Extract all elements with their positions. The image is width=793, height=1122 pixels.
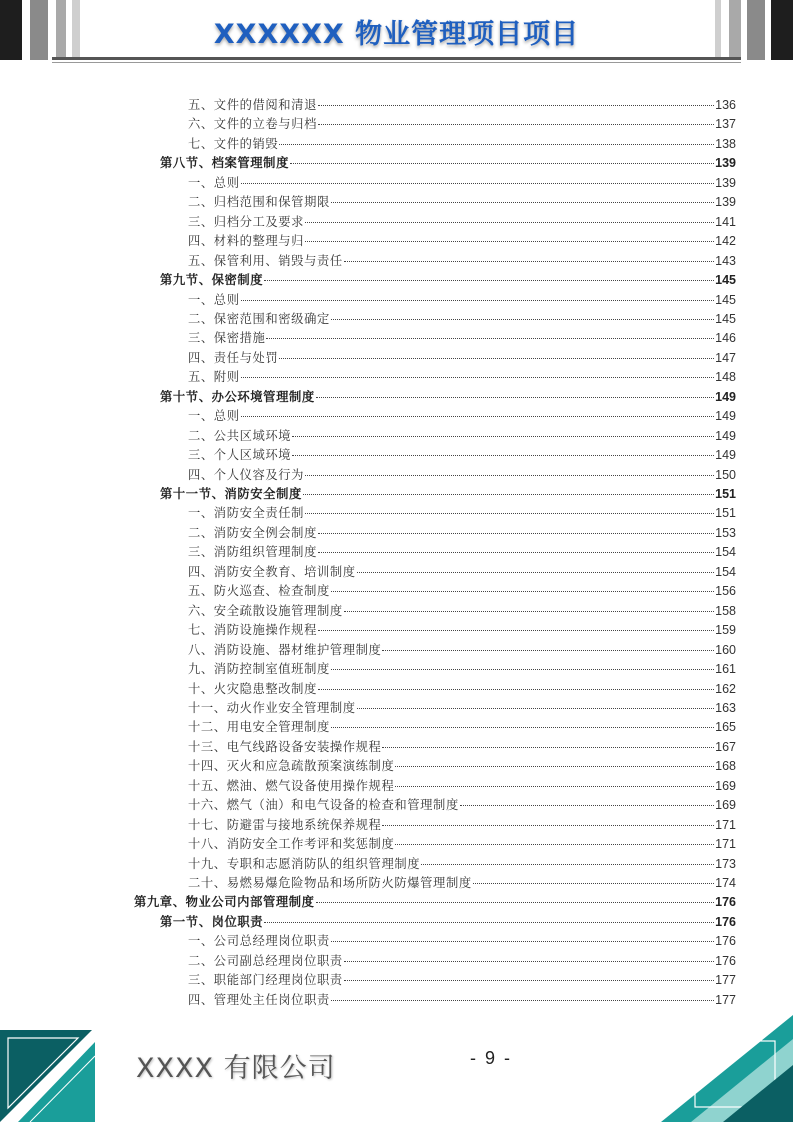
toc-leader-dots xyxy=(357,572,714,573)
toc-leader-dots xyxy=(331,319,714,320)
toc-leader-dots xyxy=(241,416,715,417)
toc-leader-dots xyxy=(292,455,714,456)
toc-entry[interactable] xyxy=(188,562,736,581)
toc-entry-page: 177 xyxy=(715,973,736,988)
toc-entry-page: 161 xyxy=(715,662,736,677)
toc-entry-label: 九、消防控制室值班制度 xyxy=(188,662,330,677)
toc-entry[interactable] xyxy=(188,367,736,386)
toc-leader-dots xyxy=(318,124,714,125)
toc-entry[interactable] xyxy=(188,192,736,211)
toc-leader-dots xyxy=(305,241,714,242)
toc-leader-dots xyxy=(357,708,714,709)
header-rule-thin xyxy=(52,62,741,63)
toc-entry-page: 173 xyxy=(715,856,736,871)
toc-entry-label: 三、保密措施 xyxy=(188,331,266,346)
toc-entry[interactable] xyxy=(188,659,736,678)
toc-entry-label: 十四、灭火和应急疏散预案演练制度 xyxy=(188,759,395,774)
toc-entry[interactable] xyxy=(188,970,736,989)
toc-entry-label: 三、职能部门经理岗位职责 xyxy=(188,973,343,988)
toc-entry-page: 162 xyxy=(715,681,736,696)
toc-entry[interactable] xyxy=(160,484,736,503)
toc-leader-dots xyxy=(344,980,714,981)
footer-company-name: XXXX 有限公司 xyxy=(136,1053,336,1084)
toc-entry-page: 153 xyxy=(715,525,736,540)
toc-entry[interactable] xyxy=(188,601,736,620)
toc-entry-label: 二、保密范围和密级确定 xyxy=(188,311,330,326)
toc-entry-page: 159 xyxy=(715,623,736,638)
toc-entry-label: 二十、易燃易爆危险物品和场所防火防爆管理制度 xyxy=(188,876,472,890)
toc-entry[interactable] xyxy=(188,737,736,756)
toc-leader-dots xyxy=(264,280,714,281)
toc-entry[interactable] xyxy=(160,912,736,931)
toc-entry-label: 第十一节、消防安全制度 xyxy=(160,487,302,501)
toc-entry-label: 四、消防安全教育、培训制度 xyxy=(188,564,356,579)
toc-entry[interactable] xyxy=(134,892,736,911)
toc-entry[interactable] xyxy=(188,134,736,153)
page-number: - 9 - xyxy=(470,1048,513,1068)
toc-leader-dots xyxy=(241,300,715,301)
toc-entry-label: 七、文件的销毁 xyxy=(188,136,279,151)
toc-entry-page: 149 xyxy=(715,389,736,404)
toc-entry-label: 五、附则 xyxy=(188,370,240,385)
toc-entry[interactable] xyxy=(188,231,736,250)
toc-entry-label: 四、责任与处罚 xyxy=(188,350,279,365)
toc-entry-label: 四、个人仪容及行为 xyxy=(188,467,305,482)
toc-leader-dots xyxy=(344,611,714,612)
toc-entry[interactable] xyxy=(160,270,736,289)
toc-leader-dots xyxy=(241,377,715,378)
toc-leader-dots xyxy=(305,513,714,514)
toc-entry-label: 六、文件的立卷与归档 xyxy=(188,117,317,132)
toc-entry-page: 177 xyxy=(715,992,736,1007)
toc-entry-label: 三、消防组织管理制度 xyxy=(188,545,317,560)
toc-entry[interactable] xyxy=(188,95,736,114)
toc-entry-page: 142 xyxy=(715,234,736,249)
toc-entry-label: 三、归档分工及要求 xyxy=(188,214,305,229)
toc-entry-page: 145 xyxy=(715,311,736,326)
toc-leader-dots xyxy=(344,261,714,262)
toc-leader-dots xyxy=(279,358,714,359)
toc-entry[interactable] xyxy=(188,931,736,950)
toc-entry[interactable] xyxy=(188,873,736,892)
toc-entry-page: 171 xyxy=(715,817,736,832)
toc-entry-page: 139 xyxy=(715,195,736,210)
toc-entry-label: 五、防火巡查、检查制度 xyxy=(188,584,330,599)
toc-entry-page: 143 xyxy=(715,253,736,268)
toc-entry[interactable] xyxy=(188,114,736,133)
toc-entry-label: 一、总则 xyxy=(188,292,240,307)
toc-entry-page: 147 xyxy=(715,350,736,365)
toc-entry-label: 第十节、办公环境管理制度 xyxy=(160,389,315,404)
toc-leader-dots xyxy=(331,202,714,203)
toc-entry-page: 176 xyxy=(715,934,736,949)
toc-entry-label: 二、公司副总经理岗位职责 xyxy=(188,953,343,968)
toc-entry-page: 156 xyxy=(715,584,736,599)
toc-entry-label: 二、归档范围和保管期限 xyxy=(188,195,330,210)
toc-entry-page: 139 xyxy=(715,156,736,171)
toc-entry-page: 148 xyxy=(715,370,736,385)
toc-entry[interactable] xyxy=(188,990,736,1009)
toc-leader-dots xyxy=(266,338,714,339)
toc-leader-dots xyxy=(316,902,715,903)
toc-leader-dots xyxy=(318,105,714,106)
toc-entry-page: 176 xyxy=(715,895,736,910)
toc-entry-label: 四、管理处主任岗位职责 xyxy=(188,992,330,1007)
toc-entry-page: 169 xyxy=(715,798,736,813)
toc-entry[interactable] xyxy=(188,620,736,639)
toc-entry[interactable] xyxy=(188,309,736,328)
toc-entry-page: 176 xyxy=(715,953,736,968)
toc-leader-dots xyxy=(460,805,714,806)
toc-entry-page: 168 xyxy=(715,759,736,774)
toc-entry-label: 二、消防安全例会制度 xyxy=(188,525,317,540)
toc-leader-dots xyxy=(331,727,714,728)
toc-entry-page: 154 xyxy=(715,564,736,579)
toc-leader-dots xyxy=(473,883,714,884)
toc-entry[interactable] xyxy=(188,465,736,484)
toc-entry[interactable] xyxy=(188,348,736,367)
toc-leader-dots xyxy=(344,961,714,962)
toc-entry[interactable] xyxy=(160,153,736,172)
toc-entry-label: 第九节、保密制度 xyxy=(160,273,264,288)
toc-leader-dots xyxy=(318,689,714,690)
toc-entry-page: 174 xyxy=(715,876,736,890)
toc-entry-label: 一、公司总经理岗位职责 xyxy=(188,934,330,949)
toc-leader-dots xyxy=(331,591,714,592)
toc-entry[interactable] xyxy=(188,212,736,231)
toc-entry-page: 149 xyxy=(715,409,736,424)
toc-entry-label: 六、安全疏散设施管理制度 xyxy=(188,603,343,618)
toc-entry[interactable] xyxy=(188,698,736,717)
toc-entry-label: 十七、防避雷与接地系统保养规程 xyxy=(188,817,382,832)
toc-leader-dots xyxy=(331,941,714,942)
toc-entry-label: 一、总则 xyxy=(188,175,240,190)
toc-entry-page: 149 xyxy=(715,428,736,443)
toc-entry-page: 139 xyxy=(715,175,736,190)
toc-entry-label: 十、火灾隐患整改制度 xyxy=(188,681,317,696)
toc-entry[interactable] xyxy=(188,815,736,834)
toc-entry-label: 十五、燃油、燃气设备使用操作规程 xyxy=(188,778,395,793)
toc-entry[interactable] xyxy=(188,426,736,445)
toc-entry[interactable] xyxy=(188,679,736,698)
toc-entry-label: 十八、消防安全工作考评和奖惩制度 xyxy=(188,837,395,852)
toc-entry[interactable] xyxy=(188,445,736,464)
toc-leader-dots xyxy=(421,864,714,865)
footer-corner-right-decoration xyxy=(661,1015,793,1122)
footer-corner-left-decoration xyxy=(0,1030,95,1122)
toc-entry-label: 四、材料的整理与归 xyxy=(188,234,305,249)
toc-entry-label: 十一、动火作业安全管理制度 xyxy=(188,700,356,715)
toc-entry-label: 第一节、岗位职责 xyxy=(160,914,264,929)
toc-entry-page: 165 xyxy=(715,720,736,735)
toc-entry[interactable] xyxy=(188,776,736,795)
toc-leader-dots xyxy=(318,630,714,631)
toc-entry-page: 171 xyxy=(715,837,736,852)
toc-entry[interactable] xyxy=(188,640,736,659)
toc-entry[interactable] xyxy=(188,717,736,736)
toc-entry-page: 146 xyxy=(715,331,736,346)
toc-entry[interactable] xyxy=(188,581,736,600)
toc-leader-dots xyxy=(292,436,714,437)
toc-entry[interactable] xyxy=(188,523,736,542)
toc-entry-page: 163 xyxy=(715,700,736,715)
toc-entry[interactable] xyxy=(188,173,736,192)
toc-entry[interactable] xyxy=(188,406,736,425)
toc-leader-dots xyxy=(303,494,714,495)
toc-entry-label: 七、消防设施操作规程 xyxy=(188,623,317,638)
toc-leader-dots xyxy=(279,144,714,145)
toc-entry-label: 十三、电气线路设备安装操作规程 xyxy=(188,739,382,754)
toc-entry-page: 151 xyxy=(715,487,736,501)
toc-leader-dots xyxy=(318,533,714,534)
toc-entry-page: 160 xyxy=(715,642,736,657)
toc-leader-dots xyxy=(316,397,714,398)
toc-leader-dots xyxy=(305,475,714,476)
toc-entry-page: 145 xyxy=(715,292,736,307)
toc-entry-label: 八、消防设施、器材维护管理制度 xyxy=(188,642,382,657)
toc-entry-page: 158 xyxy=(715,603,736,618)
toc-entry-page: 137 xyxy=(715,117,736,132)
document-header-title: XXXXXX 物业管理项目项目 xyxy=(213,19,580,50)
toc-entry-label: 三、个人区域环境 xyxy=(188,448,292,463)
header-rule xyxy=(52,57,741,60)
toc-entry[interactable] xyxy=(188,951,736,970)
toc-entry-label: 一、消防安全责任制 xyxy=(188,506,305,521)
toc-entry-label: 五、保管利用、销毁与责任 xyxy=(188,253,343,268)
toc-entry-label: 第八节、档案管理制度 xyxy=(160,156,289,171)
toc-leader-dots xyxy=(305,222,714,223)
toc-leader-dots xyxy=(331,1000,714,1001)
toc-leader-dots xyxy=(395,766,714,767)
toc-leader-dots xyxy=(382,650,714,651)
toc-entry[interactable] xyxy=(160,387,736,406)
toc-entry[interactable] xyxy=(188,503,736,522)
toc-leader-dots xyxy=(318,552,714,553)
toc-entry-label: 五、文件的借阅和清退 xyxy=(188,98,317,112)
toc-entry-page: 136 xyxy=(715,98,736,112)
toc-entry[interactable] xyxy=(188,756,736,775)
toc-leader-dots xyxy=(331,669,714,670)
toc-entry-page: 149 xyxy=(715,448,736,463)
toc-entry[interactable] xyxy=(188,834,736,853)
toc-entry[interactable] xyxy=(188,328,736,347)
toc-entry[interactable] xyxy=(188,795,736,814)
toc-leader-dots xyxy=(382,747,714,748)
toc-entry-page: 167 xyxy=(715,739,736,754)
toc-entry[interactable] xyxy=(188,290,736,309)
toc-leader-dots xyxy=(395,786,714,787)
toc-entry-label: 十六、燃气（油）和电气设备的检查和管理制度 xyxy=(188,798,459,813)
toc-leader-dots xyxy=(382,825,714,826)
toc-entry-page: 145 xyxy=(715,273,736,288)
toc-entry[interactable] xyxy=(188,251,736,270)
toc-entry-label: 二、公共区域环境 xyxy=(188,428,292,443)
toc-entry-page: 150 xyxy=(715,467,736,482)
toc-leader-dots xyxy=(395,844,714,845)
toc-entry-page: 138 xyxy=(715,136,736,151)
toc-entry-page: 176 xyxy=(715,914,736,929)
toc-entry-page: 154 xyxy=(715,545,736,560)
toc-leader-dots xyxy=(290,163,714,164)
toc-entry-label: 十二、用电安全管理制度 xyxy=(188,720,330,735)
toc-leader-dots xyxy=(241,183,715,184)
toc-entry-page: 151 xyxy=(715,506,736,521)
toc-entry-label: 第九章、物业公司内部管理制度 xyxy=(134,895,315,910)
toc-entry[interactable] xyxy=(188,854,736,873)
toc-entry-label: 十九、专职和志愿消防队的组织管理制度 xyxy=(188,856,421,871)
toc-entry-page: 169 xyxy=(715,778,736,793)
toc-entry-page: 141 xyxy=(715,214,736,229)
toc-leader-dots xyxy=(264,922,714,923)
toc-entry-label: 一、总则 xyxy=(188,409,240,424)
toc-entry[interactable] xyxy=(188,542,736,561)
